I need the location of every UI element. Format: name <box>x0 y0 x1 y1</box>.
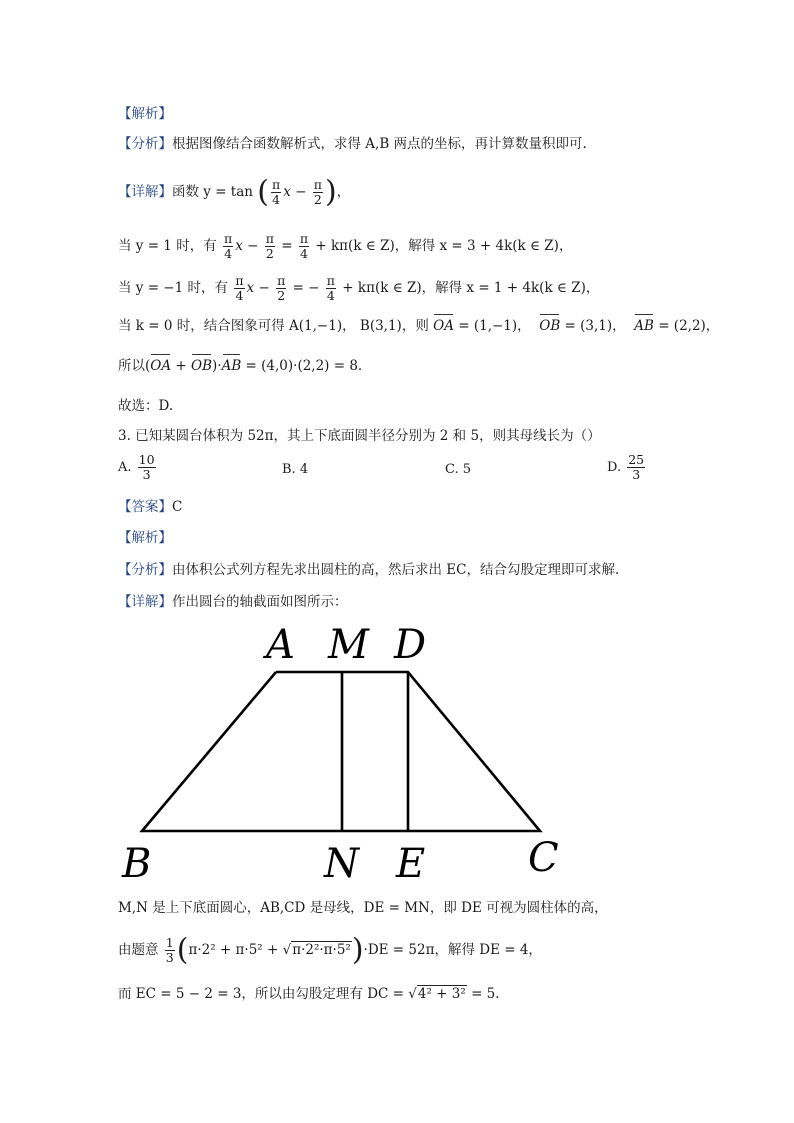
q2-case-ym1: 当 y = −1 时，有 $\frac{\pi}{4}$ x − $\frac{\pi}{2}$ = − $\frac{\pi}{4}$ + kπ(k ∈ Z)，解得 x = 1 + 4k(k ∈ Z)， <box>118 273 600 303</box>
option-c: C. 5 <box>445 462 472 477</box>
q3-answer <box>118 497 182 517</box>
label-D: D <box>394 622 427 668</box>
answer-value: C <box>172 499 183 515</box>
after3-post: = 5. <box>466 986 500 1002</box>
q3-detail-text: 作出圆台的轴截面如图所示： <box>172 594 348 610</box>
q3-jiexi-heading: 【解析】 <box>118 530 172 546</box>
dot-pre: 所以 <box>118 358 145 374</box>
q2-detail-function: 【详解】函数 y = tan ( $\frac{\pi}{4}$ x − $\frac{\pi}{2}$ )， <box>118 174 351 210</box>
label-B: B <box>122 841 152 887</box>
trapezoid-diagram <box>110 615 570 890</box>
q3-detail: 【详解】作出圆台的轴截面如图所示： <box>118 594 348 610</box>
dot-post: = (4,0)·(2,2) = 8. <box>241 358 363 374</box>
xiangjie-tag: 【详解】 <box>118 184 172 200</box>
after3-pre: 而 EC = 5 − 2 = 3，所以由勾股定理有 DC = <box>118 986 409 1002</box>
q2-analysis <box>118 134 587 154</box>
label-M: M <box>328 622 369 668</box>
label-C: C <box>528 835 559 881</box>
q2-points: 当 k = 0 时，结合图象可得 A(1,−1)， B(3,1)，则 OA = (1,−1)， OB = (3,1)， AB = (2,2)， <box>118 318 720 334</box>
label-N: N <box>324 841 359 887</box>
points-text: 当 k = 0 时，结合图象可得 A(1,−1)， B(3,1)，则 <box>118 318 429 334</box>
function-text: 函数 y = tan <box>172 184 253 200</box>
after2-pre: 由题意 <box>118 942 159 958</box>
label-E: E <box>396 841 426 887</box>
option-d: D. $\frac{25}{3}$ <box>607 452 645 482</box>
q2-choice: 故选：D. <box>118 398 174 414</box>
q3-after-1: M,N 是上下底面圆心，AB,CD 是母线，DE = MN，即 DE 可视为圆柱体的高， <box>118 900 608 916</box>
case-ym1-pre: 当 y = −1 时，有 <box>118 280 229 296</box>
q2-analysis-text: 根据图像结合函数解析式，求得 A,B 两点的坐标，再计算数量积即可. <box>172 136 587 152</box>
q3-after-3: 而 EC = 5 − 2 = 3，所以由勾股定理有 DC = √4² + 3² = 5. <box>118 986 500 1002</box>
q2-case-y1: 当 y = 1 时，有 $\frac{\pi}{4}$ x − $\frac{\pi}{2}$ = $\frac{\pi}{4}$ + kπ(k ∈ Z)，解得 x = 3 + 4k(k ∈ Z)， <box>118 231 573 261</box>
q2-dot-product: 所以(OA + OB)·AB = (4,0)·(2,2) = 8. <box>118 358 363 374</box>
case-y1-post: + kπ(k ∈ Z)，解得 x = 3 + 4k(k ∈ Z)， <box>315 238 573 254</box>
after2-post: ·DE = 52π，解得 DE = 4， <box>363 942 542 958</box>
case-y1-pre: 当 y = 1 时，有 <box>118 238 217 254</box>
case-ym1-post: + kπ(k ∈ Z)，解得 x = 1 + 4k(k ∈ Z)， <box>342 280 600 296</box>
label-A: A <box>266 622 295 668</box>
jiexi-heading: 【解析】 <box>118 106 172 122</box>
option-a: A. $\frac{10}{3}$ <box>118 452 155 482</box>
q3-after-2: 由题意 $\frac{1}{3}$ (π·2² + π·5² + √π·2²·π·5²)·DE = 52π，解得 DE = 4， <box>118 932 542 968</box>
daan-tag: 【答案】 <box>118 499 172 515</box>
option-b: B. 4 <box>282 462 309 477</box>
q3-stem: 3. 已知某圆台体积为 52π，其上下底面圆半径分别为 2 和 5，则其母线长为（） <box>118 428 601 444</box>
q3-analysis-text: 由体积公式列方程先求出圆柱的高，然后求出 EC，结合勾股定理即可求解. <box>172 562 620 578</box>
q3-analysis: 【分析】由体积公式列方程先求出圆柱的高，然后求出 EC，结合勾股定理即可求解. <box>118 562 620 578</box>
fenxi-tag: 【分析】 <box>118 136 172 152</box>
